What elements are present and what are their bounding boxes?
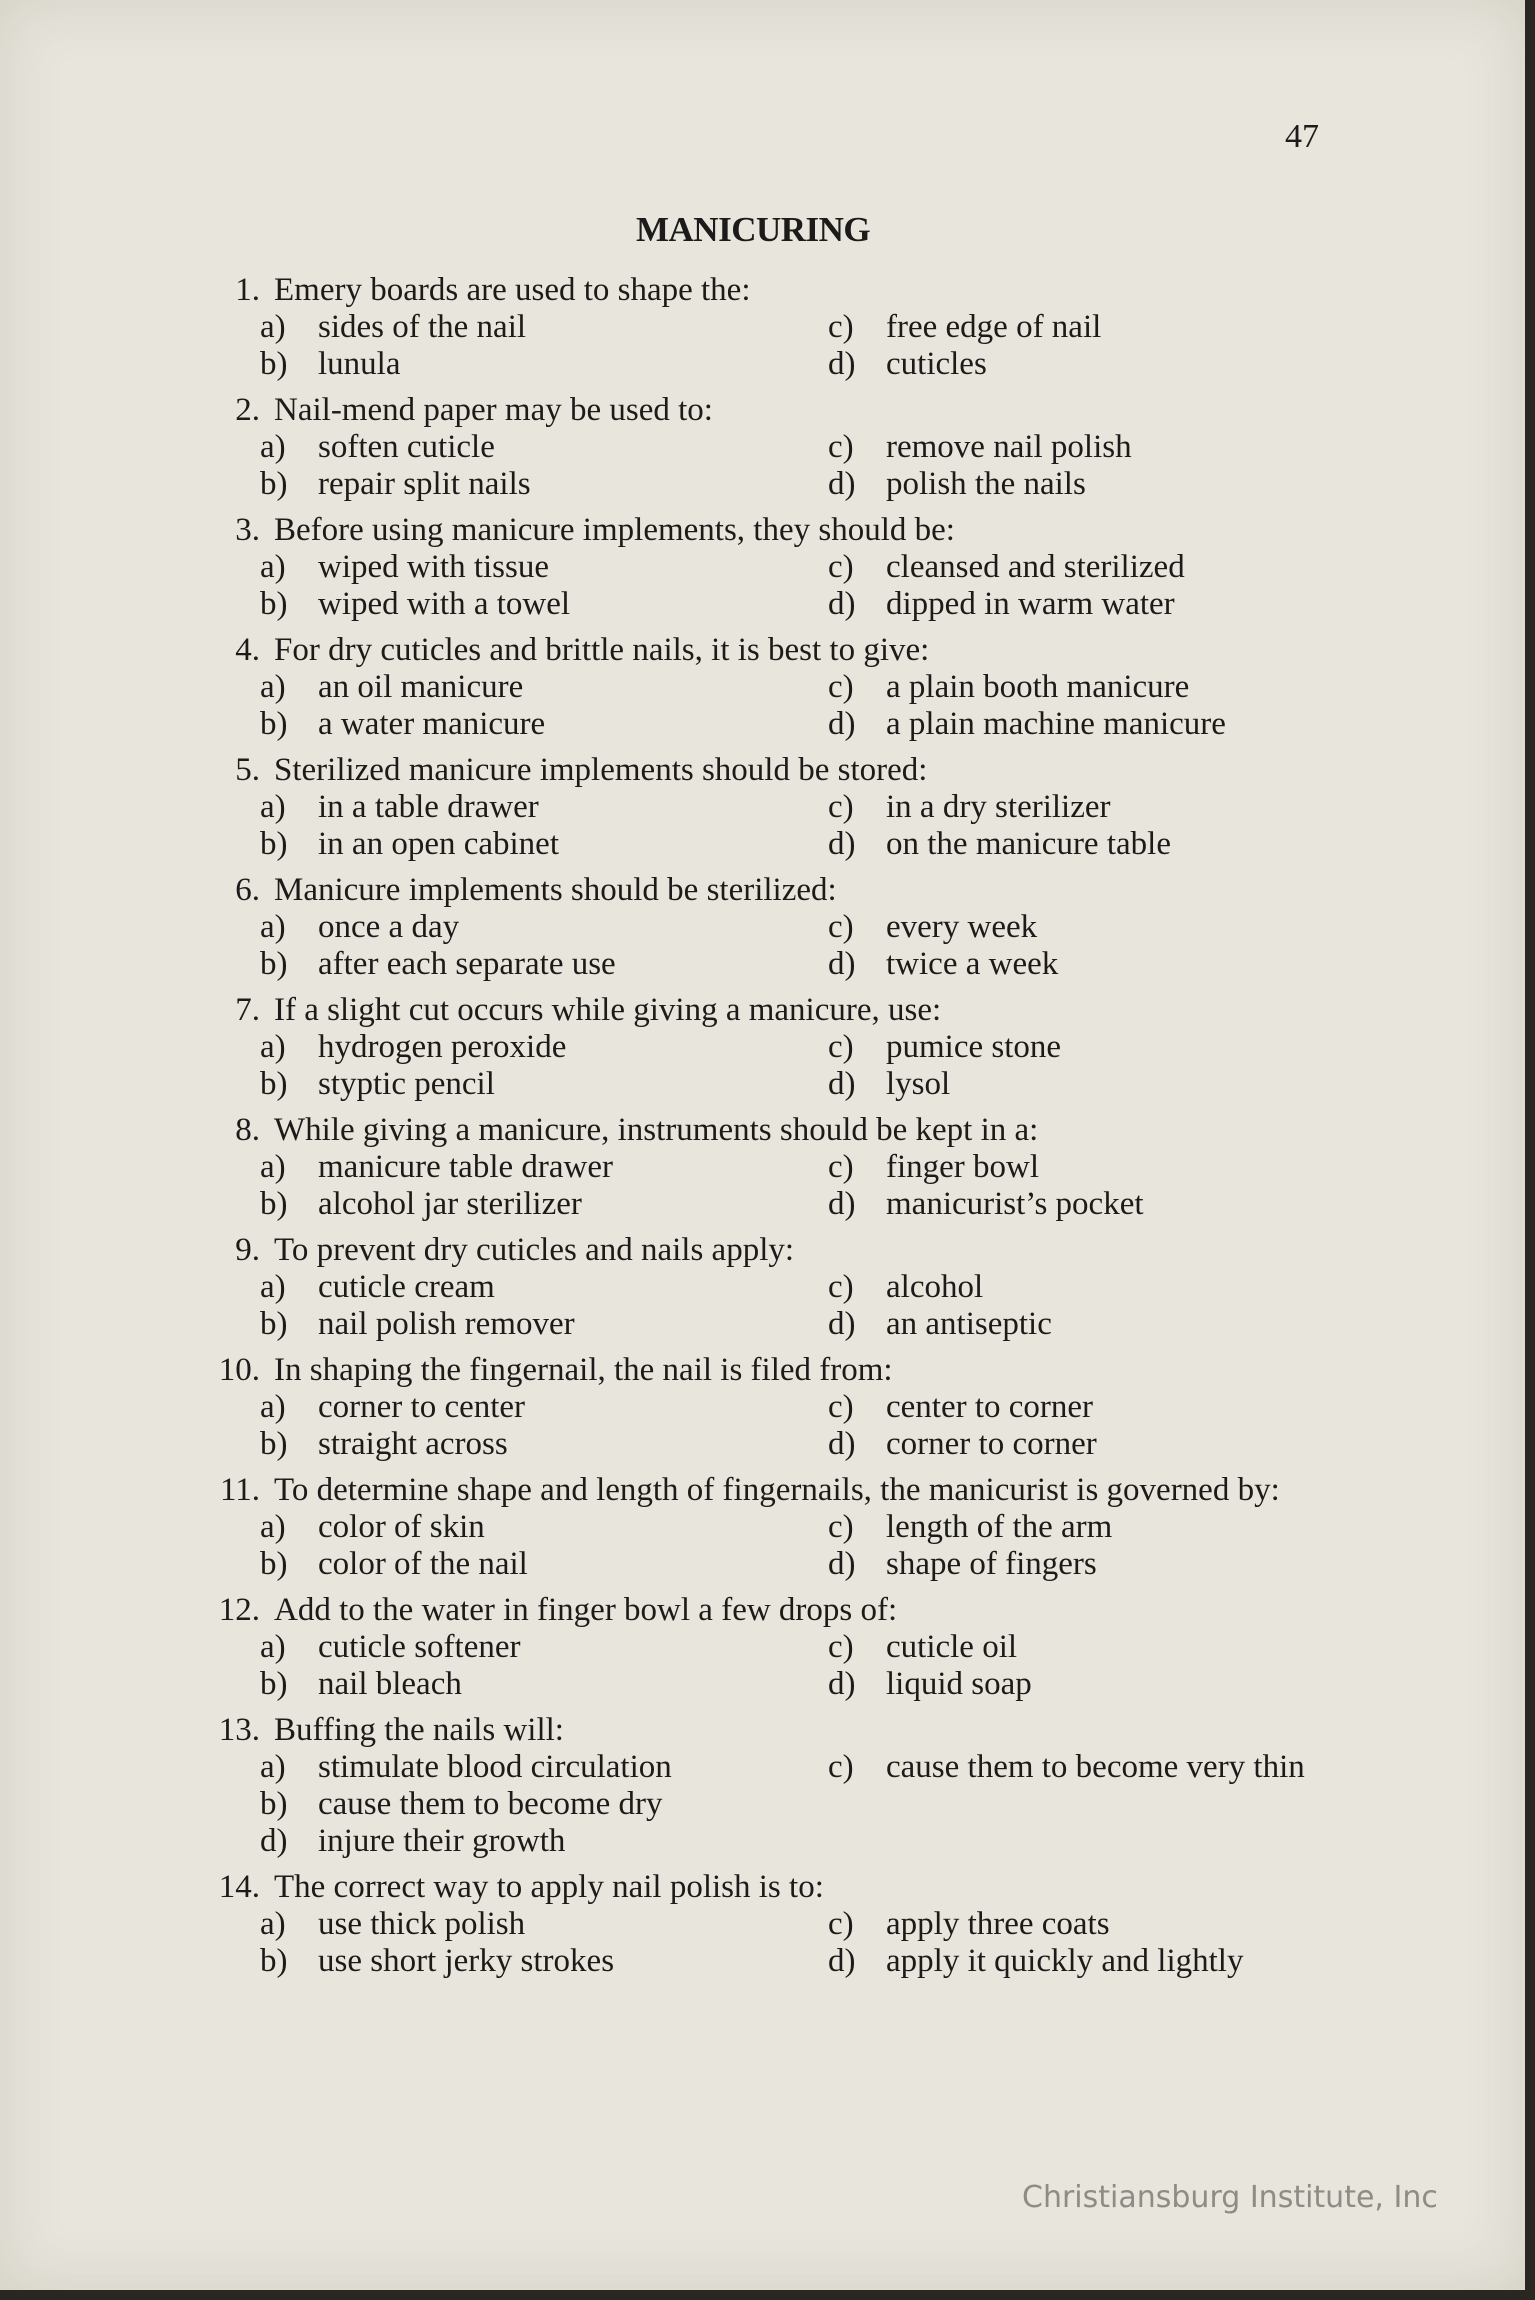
option-letter: b) [260, 706, 288, 742]
option-text: free edge of nail [886, 309, 1102, 345]
option-letter: a) [260, 789, 286, 825]
option-text: injure their growth [318, 1823, 566, 1859]
answer-option-d [828, 706, 1327, 743]
option-letter: c) [828, 669, 854, 705]
option-letter: c) [828, 1149, 854, 1185]
answer-option-a [260, 669, 828, 706]
option-letter: c) [828, 309, 854, 345]
option-text: a plain booth manicure [886, 669, 1190, 705]
option-letter: c) [828, 1906, 854, 1942]
option-text: corner to corner [886, 1426, 1097, 1462]
answer-option-c [828, 789, 1327, 826]
option-letter: d) [828, 346, 856, 382]
answer-option-b [260, 586, 828, 623]
answer-option-b [260, 946, 828, 983]
answer-option-d [260, 1823, 828, 1860]
answer-option-b [260, 1306, 828, 1343]
question-item [192, 1112, 1327, 1223]
page-number: 47 [1285, 118, 1319, 155]
option-letter: d) [828, 946, 856, 982]
option-letter: d) [260, 1823, 288, 1859]
question-text: If a slight cut occurs while giving a manicure, use: [274, 992, 942, 1028]
answer-option-b [260, 1426, 828, 1463]
option-text: twice a week [886, 946, 1059, 982]
option-text: manicurist’s pocket [886, 1186, 1144, 1222]
option-letter: b) [260, 826, 288, 862]
option-letter: d) [828, 1546, 856, 1582]
option-letter: c) [828, 1509, 854, 1545]
option-letter: b) [260, 1426, 288, 1462]
answer-option-d [828, 1306, 1327, 1343]
option-text: manicure table drawer [318, 1149, 614, 1185]
question-text: Manicure implements should be sterilized: [274, 872, 837, 908]
answer-option-c [828, 1629, 1327, 1666]
question-item [192, 1472, 1327, 1583]
answer-option-c [828, 1389, 1327, 1426]
question-number: 3. [235, 512, 260, 548]
option-text: remove nail polish [886, 429, 1132, 465]
option-letter: b) [260, 1306, 288, 1342]
answer-option-a [260, 1629, 828, 1666]
option-letter: d) [828, 706, 856, 742]
question-number: 11. [219, 1472, 260, 1508]
option-text: sides of the nail [318, 309, 527, 345]
page-title: MANICURING [636, 210, 871, 249]
option-letter: c) [828, 789, 854, 825]
question-text: Sterilized manicure implements should be stored: [274, 752, 928, 788]
answer-option-b [260, 1786, 828, 1823]
question-item [192, 1869, 1327, 1980]
watermark: Christiansburg Institute, Inc [1022, 2180, 1438, 2215]
option-letter: b) [260, 1066, 288, 1102]
option-letter: c) [828, 909, 854, 945]
option-text: cuticle softener [318, 1629, 521, 1665]
answer-option-b [260, 1546, 828, 1583]
option-text: nail polish remover [318, 1306, 575, 1342]
option-letter: d) [828, 1306, 856, 1342]
option-text: nail bleach [318, 1666, 462, 1702]
option-text: in an open cabinet [318, 826, 559, 862]
question-item [192, 872, 1327, 983]
option-letter: d) [828, 1186, 856, 1222]
option-text: shape of fingers [886, 1546, 1097, 1582]
option-text: center to corner [886, 1389, 1094, 1425]
option-text: lysol [886, 1066, 951, 1102]
option-letter: d) [828, 826, 856, 862]
option-letter: b) [260, 586, 288, 622]
answer-option-d [828, 1186, 1327, 1223]
option-text: finger bowl [886, 1149, 1040, 1185]
option-letter: a) [260, 669, 286, 705]
option-letter: b) [260, 1546, 288, 1582]
question-text: To prevent dry cuticles and nails apply: [274, 1232, 795, 1268]
answer-option-b [260, 346, 828, 383]
option-text: hydrogen peroxide [318, 1029, 567, 1065]
answer-option-b [260, 1186, 828, 1223]
option-text: repair split nails [318, 466, 531, 502]
answer-option-d [828, 1066, 1327, 1103]
answer-option-c [828, 429, 1327, 466]
answer-option-d [828, 346, 1327, 383]
option-text: dipped in warm water [886, 586, 1175, 622]
question-item [192, 392, 1327, 503]
option-text: lunula [318, 346, 401, 382]
question-number: 8. [235, 1112, 260, 1148]
option-letter: b) [260, 346, 288, 382]
question-item [192, 1712, 1327, 1860]
question-item [192, 512, 1327, 623]
option-letter: c) [828, 429, 854, 465]
answer-option-c [828, 1149, 1327, 1186]
option-letter: a) [260, 429, 286, 465]
answer-option-c [828, 909, 1327, 946]
question-item [192, 272, 1327, 383]
option-letter: a) [260, 1149, 286, 1185]
question-text: Emery boards are used to shape the: [274, 272, 751, 308]
option-letter: c) [828, 1629, 854, 1665]
question-number: 5. [235, 752, 260, 788]
question-number: 10. [218, 1352, 260, 1388]
option-text: an antiseptic [886, 1306, 1052, 1342]
question-text: Nail-mend paper may be used to: [274, 392, 713, 428]
option-text: stimulate blood circulation [318, 1749, 672, 1785]
option-letter: a) [260, 1029, 286, 1065]
answer-option-c [828, 669, 1327, 706]
option-letter: a) [260, 1269, 286, 1305]
answer-option-d [828, 466, 1327, 503]
option-letter: b) [260, 466, 288, 502]
question-text: Add to the water in finger bowl a few drops of: [274, 1592, 898, 1628]
option-letter: c) [828, 1269, 854, 1305]
question-list [192, 272, 1327, 1989]
option-text: cuticles [886, 346, 987, 382]
answer-option-a [260, 789, 828, 826]
option-text: in a table drawer [318, 789, 539, 825]
option-text: apply three coats [886, 1906, 1110, 1942]
question-text: While giving a manicure, instruments should be kept in a: [274, 1112, 1039, 1148]
option-letter: a) [260, 309, 286, 345]
answer-option-d [828, 1546, 1327, 1583]
answer-option-a [260, 1509, 828, 1546]
option-letter: a) [260, 1509, 286, 1545]
answer-option-d [828, 826, 1327, 863]
answer-option-a [260, 1029, 828, 1066]
question-text: The correct way to apply nail polish is to: [274, 1869, 824, 1905]
option-text: cause them to become very thin [886, 1749, 1305, 1785]
answer-option-b [260, 1943, 828, 1980]
question-number: 1. [235, 272, 260, 308]
option-text: apply it quickly and lightly [886, 1943, 1244, 1979]
option-text: cause them to become dry [318, 1786, 663, 1822]
option-letter: c) [828, 1749, 854, 1785]
question-number: 14. [218, 1869, 260, 1905]
answer-option-c [828, 1269, 1327, 1306]
option-text: cleansed and sterilized [886, 549, 1185, 585]
answer-option-c [828, 309, 1327, 346]
option-text: cuticle cream [318, 1269, 495, 1305]
question-item [192, 1232, 1327, 1343]
option-text: color of skin [318, 1509, 485, 1545]
question-item [192, 992, 1327, 1103]
question-item [192, 752, 1327, 863]
answer-option-a [260, 1389, 828, 1426]
question-number: 4. [235, 632, 260, 668]
question-text: In shaping the fingernail, the nail is filed from: [274, 1352, 893, 1388]
answer-option-c [828, 1029, 1327, 1066]
question-number: 12. [218, 1592, 260, 1628]
answer-option-b [260, 466, 828, 503]
option-letter: c) [828, 1389, 854, 1425]
answer-option-c [828, 549, 1327, 586]
answer-option-d [828, 1666, 1327, 1703]
option-text: polish the nails [886, 466, 1086, 502]
option-letter: b) [260, 1786, 288, 1822]
option-text: a plain machine manicure [886, 706, 1226, 742]
option-text: styptic pencil [318, 1066, 495, 1102]
option-text: every week [886, 909, 1038, 945]
question-number: 7. [235, 992, 260, 1028]
option-text: a water manicure [318, 706, 546, 742]
answer-option-c [828, 1906, 1327, 1943]
option-text: alcohol [886, 1269, 984, 1305]
answer-option-a [260, 549, 828, 586]
question-number: 2. [235, 392, 260, 428]
option-text: after each separate use [318, 946, 616, 982]
answer-option-b [260, 826, 828, 863]
option-text: use thick polish [318, 1906, 526, 1942]
option-letter: b) [260, 1186, 288, 1222]
option-text: alcohol jar sterilizer [318, 1186, 582, 1222]
option-letter: c) [828, 549, 854, 585]
answer-option-b [260, 1066, 828, 1103]
option-letter: a) [260, 549, 286, 585]
question-text: To determine shape and length of fingernails, the manicurist is governed by: [274, 1472, 1280, 1508]
option-text: color of the nail [318, 1546, 528, 1582]
answer-option-a [260, 309, 828, 346]
option-text: wiped with a towel [318, 586, 571, 622]
question-number: 6. [235, 872, 260, 908]
option-letter: d) [828, 1426, 856, 1462]
answer-option-c [828, 1749, 1327, 1823]
answer-option-b [260, 1666, 828, 1703]
option-letter: a) [260, 1749, 286, 1785]
option-letter: b) [260, 1943, 288, 1979]
question-item [192, 1352, 1327, 1463]
question-text: For dry cuticles and brittle nails, it is best to give: [274, 632, 930, 668]
answer-option-a [260, 909, 828, 946]
question-text: Before using manicure implements, they should be: [274, 512, 955, 548]
option-letter: b) [260, 1666, 288, 1702]
answer-option-a [260, 1906, 828, 1943]
option-text: wiped with tissue [318, 549, 549, 585]
answer-option-a [260, 1749, 828, 1786]
option-text: use short jerky strokes [318, 1943, 615, 1979]
answer-option-a [260, 1149, 828, 1186]
option-letter: a) [260, 909, 286, 945]
option-text: corner to center [318, 1389, 526, 1425]
option-letter: d) [828, 1943, 856, 1979]
answer-option-d [828, 1426, 1327, 1463]
option-letter: d) [828, 1066, 856, 1102]
option-letter: a) [260, 1629, 286, 1665]
answer-option-a [260, 429, 828, 466]
option-text: cuticle oil [886, 1629, 1018, 1665]
option-text: once a day [318, 909, 460, 945]
question-item [192, 632, 1327, 743]
option-letter: b) [260, 946, 288, 982]
option-text: on the manicure table [886, 826, 1171, 862]
option-text: soften cuticle [318, 429, 495, 465]
question-number: 13. [218, 1712, 260, 1748]
answer-option-b [260, 706, 828, 743]
question-item [192, 1592, 1327, 1703]
answer-option-d [828, 1943, 1327, 1980]
option-text: length of the arm [886, 1509, 1113, 1545]
option-letter: a) [260, 1389, 286, 1425]
option-letter: d) [828, 586, 856, 622]
answer-option-c [828, 1509, 1327, 1546]
option-letter: c) [828, 1029, 854, 1065]
option-text: in a dry sterilizer [886, 789, 1111, 825]
answer-option-a [260, 1269, 828, 1306]
question-number: 9. [235, 1232, 260, 1268]
option-text: pumice stone [886, 1029, 1062, 1065]
option-text: liquid soap [886, 1666, 1032, 1702]
option-text: straight across [318, 1426, 508, 1462]
answer-option-d [828, 586, 1327, 623]
option-letter: d) [828, 1666, 856, 1702]
question-text: Buffing the nails will: [274, 1712, 564, 1748]
option-letter: d) [828, 466, 856, 502]
option-letter: a) [260, 1906, 286, 1942]
option-text: an oil manicure [318, 669, 524, 705]
answer-option-d [828, 946, 1327, 983]
